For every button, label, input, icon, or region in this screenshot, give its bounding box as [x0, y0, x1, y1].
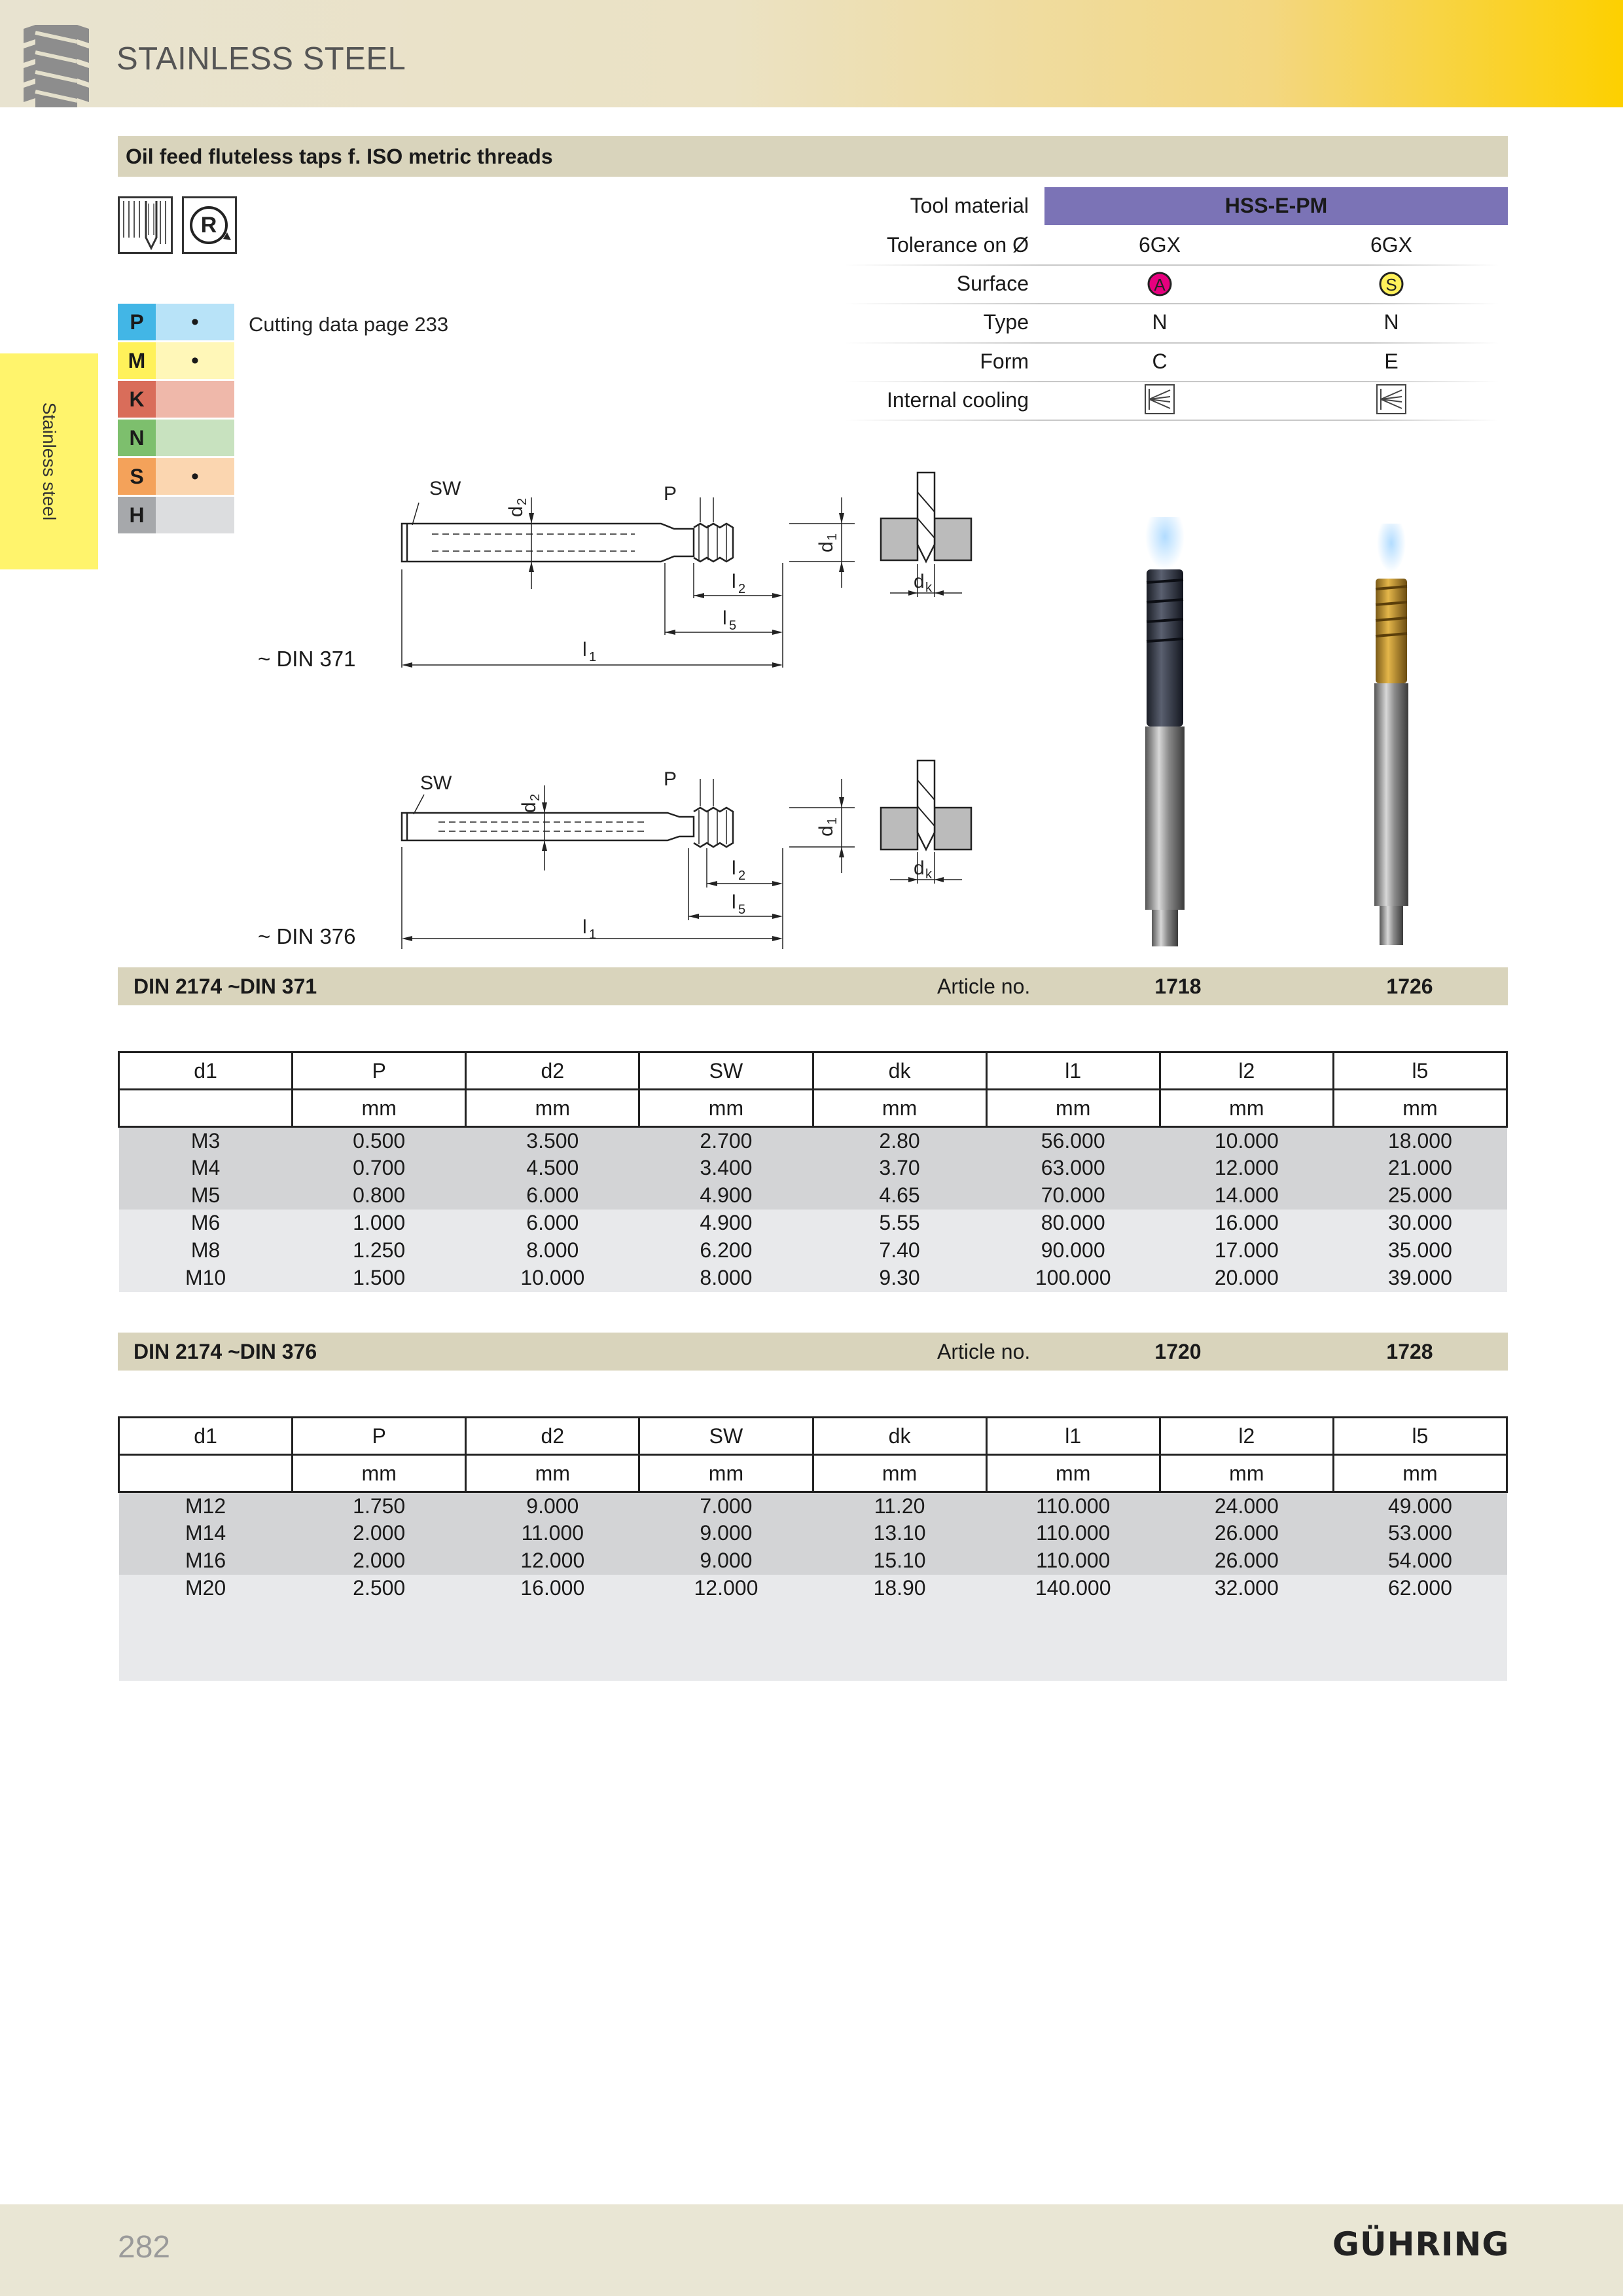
table-row [119, 1210, 1507, 1237]
tap-photo-gold [1359, 524, 1424, 956]
table-row [119, 1520, 1507, 1547]
table-cell: M16 [119, 1547, 293, 1575]
column-header: P [293, 1052, 466, 1090]
table-cell: 100.000 [986, 1265, 1160, 1292]
table-row [119, 1182, 1507, 1210]
section-2-band [118, 1333, 1508, 1371]
svg-text:1: 1 [589, 650, 597, 664]
table-cell: 3.500 [466, 1127, 639, 1155]
table-cell: M14 [119, 1520, 293, 1547]
column-unit: mm [293, 1455, 466, 1492]
divider [844, 303, 1499, 304]
table-cell: M12 [119, 1492, 293, 1520]
column-header: d1 [119, 1052, 293, 1090]
column-unit: mm [1333, 1455, 1507, 1492]
product-title-band [118, 136, 1508, 177]
svg-text:d: d [914, 857, 925, 879]
iso-group-m [118, 342, 234, 379]
tolerance-label: Tolerance on Ø [886, 233, 1029, 257]
table-cell: 2.000 [293, 1547, 466, 1575]
column-unit: mm [466, 1090, 639, 1127]
table-cell: 0.500 [293, 1127, 466, 1155]
table-cell: 2.80 [813, 1127, 986, 1155]
column-header: dk [813, 1052, 986, 1090]
tap-photo-black [1126, 517, 1204, 956]
tolerance-value-2: 6GX [1370, 233, 1413, 257]
table-cell: 2.700 [639, 1127, 813, 1155]
table-row [119, 1155, 1507, 1182]
iso-group-letter: N [118, 420, 156, 456]
svg-text:l: l [582, 916, 587, 938]
svg-text:5: 5 [729, 619, 737, 633]
column-unit: mm [1160, 1090, 1333, 1127]
table-cell: M4 [119, 1155, 293, 1182]
svg-text:l: l [732, 571, 736, 592]
table-cell: 9.000 [466, 1492, 639, 1520]
iso-group-letter: P [118, 304, 156, 340]
column-unit [119, 1455, 293, 1492]
table-cell: 15.10 [813, 1547, 986, 1575]
section-1-title: DIN 2174 ~DIN 371 [134, 975, 317, 998]
table-cell: 80.000 [986, 1210, 1160, 1237]
iso-group-dot [156, 381, 234, 418]
right-hand-rotation-icon [182, 196, 237, 254]
column-header: l2 [1160, 1418, 1333, 1455]
table-cell: 4.900 [639, 1210, 813, 1237]
table-cell: 26.000 [1160, 1520, 1333, 1547]
tolerance-value-1: 6GX [1138, 233, 1181, 257]
table-row [119, 1127, 1507, 1155]
form-label: Form [980, 350, 1029, 373]
iso-group-k [118, 381, 234, 418]
column-unit: mm [639, 1455, 813, 1492]
table-cell: 18.90 [813, 1575, 986, 1602]
divider [844, 381, 1499, 382]
table-cell: 2.000 [293, 1520, 466, 1547]
table-cell: 5.55 [813, 1210, 986, 1237]
table-cell: 7.40 [813, 1237, 986, 1265]
table-cell: 39.000 [1333, 1265, 1507, 1292]
table-cell: M8 [119, 1237, 293, 1265]
svg-text:1: 1 [825, 533, 840, 541]
brand-logo: GÜHRING [1332, 2225, 1510, 2263]
table-cell: 6.200 [639, 1237, 813, 1265]
table-spacer-row [119, 1602, 1507, 1681]
type-label: Type [983, 310, 1029, 334]
product-title: Oil feed fluteless taps f. ISO metric threads [126, 145, 553, 168]
column-unit [119, 1090, 293, 1127]
form-value-1: C [1152, 350, 1168, 373]
table-cell: M6 [119, 1210, 293, 1237]
table-cell: M20 [119, 1575, 293, 1602]
section-2-title: DIN 2174 ~DIN 376 [134, 1340, 317, 1363]
table-cell: 8.000 [639, 1265, 813, 1292]
iso-group-letter: H [118, 497, 156, 533]
column-unit: mm [639, 1090, 813, 1127]
svg-text:l: l [582, 639, 587, 660]
table-cell: 9.30 [813, 1265, 986, 1292]
column-header: dk [813, 1418, 986, 1455]
svg-text:d: d [518, 802, 540, 813]
table-cell: 110.000 [986, 1547, 1160, 1575]
table-cell: 62.000 [1333, 1575, 1507, 1602]
table-cell: 110.000 [986, 1492, 1160, 1520]
table-cell: 12.000 [1160, 1155, 1333, 1182]
table-cell: 4.65 [813, 1182, 986, 1210]
table-cell: 30.000 [1333, 1210, 1507, 1237]
iso-group-dot [156, 420, 234, 456]
svg-text:l: l [732, 891, 736, 913]
tool-material-label: Tool material [910, 194, 1029, 217]
table-cell: 63.000 [986, 1155, 1160, 1182]
table-cell: 17.000 [1160, 1237, 1333, 1265]
iso-group-letter: M [118, 342, 156, 379]
svg-text:k: k [925, 581, 932, 595]
page-number: 282 [118, 2230, 171, 2265]
table-row [119, 1547, 1507, 1575]
iso-group-dot: • [156, 458, 234, 495]
iso-group-p [118, 304, 234, 340]
column-header: d2 [466, 1418, 639, 1455]
table-cell: 10.000 [1160, 1127, 1333, 1155]
type-value-2: N [1383, 310, 1399, 334]
thread-icon [17, 20, 96, 107]
svg-text:SW: SW [429, 478, 461, 499]
iso-group-letter: K [118, 381, 156, 418]
table-cell: 9.000 [639, 1547, 813, 1575]
svg-text:d: d [815, 541, 837, 552]
column-unit: mm [293, 1090, 466, 1127]
article-no-1718: 1718 [1154, 975, 1202, 998]
side-tab-label: Stainless steel [39, 402, 60, 521]
surface-label: Surface [956, 272, 1029, 295]
column-unit: mm [813, 1090, 986, 1127]
table-cell: 16.000 [466, 1575, 639, 1602]
column-unit: mm [986, 1455, 1160, 1492]
table-cell: 26.000 [1160, 1547, 1333, 1575]
page-header-title: STAINLESS STEEL [116, 41, 406, 77]
table-cell: 24.000 [1160, 1492, 1333, 1520]
table-cell: M3 [119, 1127, 293, 1155]
svg-text:P: P [664, 483, 677, 505]
iso-group-n [118, 420, 234, 456]
table-cell: 6.000 [466, 1182, 639, 1210]
table-cell: 1.500 [293, 1265, 466, 1292]
divider [844, 264, 1499, 266]
svg-text:P: P [664, 768, 677, 790]
column-header: P [293, 1418, 466, 1455]
table-cell: 1.250 [293, 1237, 466, 1265]
table-cell: 35.000 [1333, 1237, 1507, 1265]
article-no-label: Article no. [937, 1340, 1031, 1363]
divider [844, 420, 1499, 421]
table-cell: 14.000 [1160, 1182, 1333, 1210]
table-cell: 110.000 [986, 1520, 1160, 1547]
table-cell: 21.000 [1333, 1155, 1507, 1182]
svg-text:2: 2 [738, 869, 746, 883]
table-cell: 11.20 [813, 1492, 986, 1520]
form-value-2: E [1384, 350, 1399, 373]
tool-material-value: HSS-E-PM [1224, 194, 1328, 217]
column-header: d1 [119, 1418, 293, 1455]
section-1-band [118, 967, 1508, 1005]
svg-text:k: k [925, 867, 932, 882]
iso-group-dot [156, 497, 234, 533]
column-header: d2 [466, 1052, 639, 1090]
table-cell: 49.000 [1333, 1492, 1507, 1520]
svg-text:d: d [914, 571, 925, 592]
article-no-1726: 1726 [1386, 975, 1433, 998]
svg-text:SW: SW [420, 772, 452, 794]
table-row [119, 1237, 1507, 1265]
column-unit: mm [986, 1090, 1160, 1127]
table-cell: M5 [119, 1182, 293, 1210]
svg-text:2: 2 [528, 793, 543, 801]
table-cell: 20.000 [1160, 1265, 1333, 1292]
table-row [119, 1575, 1507, 1602]
article-no-1720: 1720 [1154, 1340, 1202, 1363]
svg-text:d: d [815, 825, 837, 836]
table-cell: 32.000 [1160, 1575, 1333, 1602]
internal-cooling-icon [1376, 384, 1407, 415]
table-cell: 18.000 [1333, 1127, 1507, 1155]
din-371-table [118, 1051, 1508, 1292]
table-cell: 90.000 [986, 1237, 1160, 1265]
table-cell: 1.000 [293, 1210, 466, 1237]
iso-group-dot: • [156, 342, 234, 379]
table-header-row [119, 1052, 1507, 1090]
svg-text:1: 1 [825, 817, 840, 825]
article-no-label: Article no. [937, 975, 1031, 998]
column-unit: mm [1333, 1090, 1507, 1127]
svg-text:2: 2 [738, 582, 746, 596]
column-header: SW [639, 1418, 813, 1455]
table-row [119, 1265, 1507, 1292]
article-no-1728: 1728 [1386, 1340, 1433, 1363]
table-cell: 54.000 [1333, 1547, 1507, 1575]
table-cell: 4.900 [639, 1182, 813, 1210]
din-371-drill-detail [877, 466, 975, 603]
table-cell: M10 [119, 1265, 293, 1292]
column-header: l5 [1333, 1418, 1507, 1455]
column-header: l5 [1333, 1052, 1507, 1090]
table-cell: 12.000 [639, 1575, 813, 1602]
cutting-data-reference: Cutting data page 233 [249, 313, 449, 336]
svg-text:S: S [1385, 275, 1397, 295]
iso-group-dot: • [156, 304, 234, 340]
table-cell: 16.000 [1160, 1210, 1333, 1237]
table-cell: 0.800 [293, 1182, 466, 1210]
table-cell: 13.10 [813, 1520, 986, 1547]
surface-a-badge [1147, 271, 1173, 297]
table-cell: 140.000 [986, 1575, 1160, 1602]
column-header: SW [639, 1052, 813, 1090]
table-cell: 3.70 [813, 1155, 986, 1182]
iso-group-h [118, 497, 234, 533]
svg-text:l: l [722, 607, 727, 629]
table-cell: 56.000 [986, 1127, 1160, 1155]
table-cell: 6.000 [466, 1210, 639, 1237]
column-header: l2 [1160, 1052, 1333, 1090]
table-cell: 25.000 [1333, 1182, 1507, 1210]
column-unit: mm [466, 1455, 639, 1492]
table-header-row [119, 1418, 1507, 1455]
din-376-label: ~ DIN 376 [258, 924, 356, 948]
column-header: l1 [986, 1418, 1160, 1455]
din-376-table [118, 1416, 1508, 1681]
table-cell: 1.750 [293, 1492, 466, 1520]
din-371-label: ~ DIN 371 [258, 647, 356, 671]
type-value-1: N [1152, 310, 1168, 334]
svg-text:5: 5 [738, 903, 746, 917]
table-cell: 4.500 [466, 1155, 639, 1182]
table-spacer-cell [119, 1602, 1507, 1681]
table-cell: 53.000 [1333, 1520, 1507, 1547]
svg-text:2: 2 [515, 497, 529, 505]
table-cell: 7.000 [639, 1492, 813, 1520]
table-row [119, 1492, 1507, 1520]
table-cell: 11.000 [466, 1520, 639, 1547]
din-376-drill-detail [877, 751, 975, 889]
column-unit: mm [1160, 1455, 1333, 1492]
svg-text:l: l [732, 857, 736, 879]
table-cell: 70.000 [986, 1182, 1160, 1210]
table-cell: 10.000 [466, 1265, 639, 1292]
table-units-row [119, 1090, 1507, 1127]
svg-text:R: R [200, 213, 217, 238]
internal-cooling-label: Internal cooling [886, 388, 1029, 412]
column-unit: mm [813, 1455, 986, 1492]
internal-cooling-icon [1144, 384, 1175, 415]
svg-text:A: A [1154, 275, 1166, 295]
table-cell: 9.000 [639, 1520, 813, 1547]
svg-text:1: 1 [589, 927, 597, 942]
table-cell: 3.400 [639, 1155, 813, 1182]
svg-text:d: d [505, 506, 527, 517]
surface-s-badge [1378, 271, 1404, 297]
table-cell: 8.000 [466, 1237, 639, 1265]
iso-group-letter: S [118, 458, 156, 495]
iso-group-s [118, 458, 234, 495]
table-units-row [119, 1455, 1507, 1492]
fluteless-tap-icon [118, 196, 173, 254]
table-cell: 2.500 [293, 1575, 466, 1602]
column-header: l1 [986, 1052, 1160, 1090]
table-cell: 0.700 [293, 1155, 466, 1182]
table-cell: 12.000 [466, 1547, 639, 1575]
divider [844, 342, 1499, 344]
